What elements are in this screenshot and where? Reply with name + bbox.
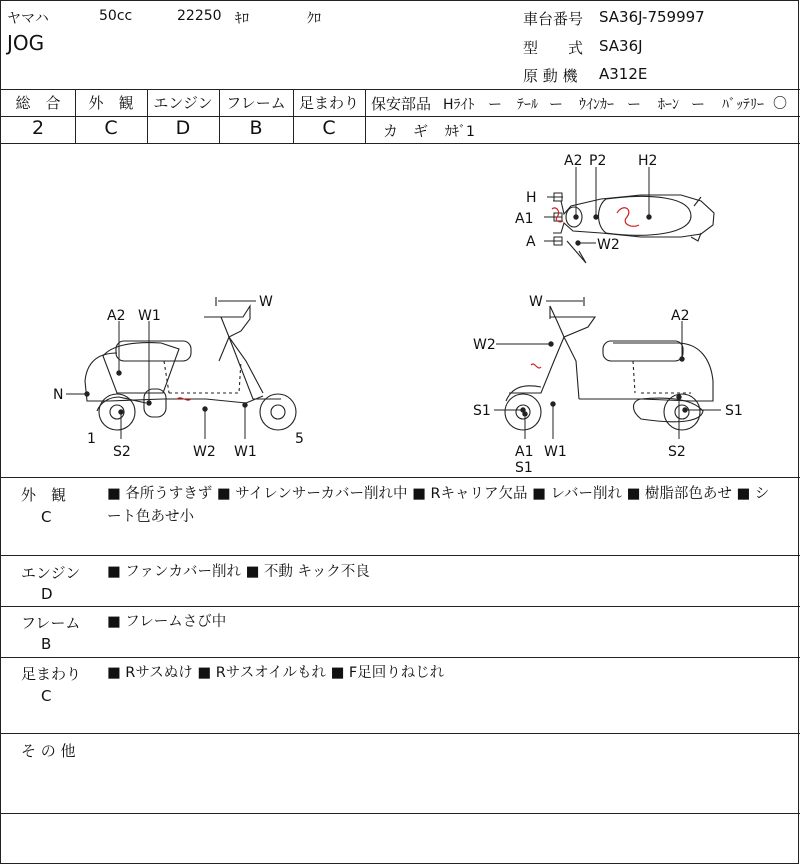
note-frame-text: ■ フレームさび中 xyxy=(107,614,227,630)
note-exterior-text-1: ■ 各所うすきず ■ サイレンサーカバー削れ中 ■ Rキャリア欠品 ■ レバー削れ ■ 樹脂部色あせ ■ シ xyxy=(107,486,770,502)
note-other-label: そ の 他 xyxy=(21,742,76,760)
label-right-s1-below: S1 xyxy=(515,460,533,476)
label-right-s1-right: S1 xyxy=(725,403,743,419)
chassis-label: 車台番号 xyxy=(523,10,584,28)
label-right-a1: A1 xyxy=(515,444,534,460)
type-label: 型 式 xyxy=(523,39,584,57)
taillight-value: ー xyxy=(549,97,563,113)
safety-label: 保安部品 xyxy=(371,95,432,113)
divider xyxy=(1,606,800,607)
note-suspension-label: 足まわり xyxy=(21,665,82,683)
note-engine-text: ■ ファンカバー削れ ■ 不動 キック不良 xyxy=(107,564,370,580)
exterior-label: 外 観 xyxy=(88,94,134,112)
label-top-w2: W2 xyxy=(597,237,620,253)
engine-grade: D xyxy=(175,117,191,139)
label-top-a2: A2 xyxy=(564,153,583,169)
label-left-w: W xyxy=(259,294,273,310)
headlight-value: ー xyxy=(488,97,502,113)
engine-model-label: 原 動 機 xyxy=(523,67,578,85)
label-right-s2: S2 xyxy=(668,444,686,460)
diagram-labels xyxy=(53,153,743,476)
label-right-a2: A2 xyxy=(671,308,690,324)
headlight-label: Hﾗｲﾄ xyxy=(443,97,475,113)
horn-label: ﾎｰﾝ xyxy=(658,97,679,113)
label-right-w: W xyxy=(529,294,543,310)
frame-grade: B xyxy=(249,117,263,139)
divider xyxy=(1,89,800,90)
note-frame-grade: B xyxy=(41,635,52,653)
battery-label: ﾊﾞｯﾃﾘｰ xyxy=(722,97,764,113)
note-exterior-text-2: ート色あせ小 xyxy=(107,509,194,525)
color-text: ｸﾛ xyxy=(307,11,321,27)
model-name: JOG xyxy=(7,31,45,55)
key-value: ｶｷﾞ1 xyxy=(445,124,475,140)
winker-value: ー xyxy=(627,97,641,113)
overall-label: 総 合 xyxy=(15,94,61,112)
label-left-a2: A2 xyxy=(107,308,126,324)
damage-diagram xyxy=(1,144,800,477)
suspension-label: 足まわり xyxy=(298,94,359,112)
divider xyxy=(1,555,800,556)
label-left-5: 5 xyxy=(295,431,304,447)
label-top-h2: H2 xyxy=(638,153,658,169)
engine-model-value: A312E xyxy=(599,65,648,83)
divider xyxy=(1,733,800,734)
frame-label: フレーム xyxy=(226,94,286,112)
scooter-top-view xyxy=(553,195,714,263)
note-frame-label: フレーム xyxy=(21,614,81,632)
label-left-w2: W2 xyxy=(193,444,216,460)
mileage-text: 22250 xyxy=(177,8,222,24)
label-right-w2: W2 xyxy=(473,337,496,353)
label-top-p2: P2 xyxy=(589,153,607,169)
label-top-a1: A1 xyxy=(515,211,534,227)
divider xyxy=(1,657,800,658)
displacement-text: 50cc xyxy=(99,8,133,24)
label-left-n: N xyxy=(53,387,64,403)
key-label: カ ギ xyxy=(383,122,429,140)
maker-text: ヤマハ xyxy=(7,11,49,27)
battery-value: 〇 xyxy=(773,96,787,112)
label-left-w1: W1 xyxy=(234,444,257,460)
label-left-w1-top: W1 xyxy=(138,308,161,324)
label-left-s2: S2 xyxy=(113,444,131,460)
suspension-grade: C xyxy=(322,117,336,139)
winker-label: ｳｲﾝｶｰ xyxy=(579,97,614,113)
label-right-w1: W1 xyxy=(544,444,567,460)
taillight-label: ﾃｰﾙ xyxy=(517,97,538,113)
note-exterior-grade: C xyxy=(41,508,52,526)
engine-label: エンジン xyxy=(153,94,213,112)
divider xyxy=(1,813,800,814)
exterior-grade: C xyxy=(104,117,118,139)
label-right-s1-left: S1 xyxy=(473,403,491,419)
chassis-value: SA36J-759997 xyxy=(599,8,705,26)
type-value: SA36J xyxy=(599,37,643,55)
label-top-h: H xyxy=(526,190,537,206)
note-suspension-grade: C xyxy=(41,687,52,705)
note-suspension-text: ■ Rサスぬけ ■ Rサスオイルもれ ■ F足回りねじれ xyxy=(107,665,445,681)
horn-value: ー xyxy=(691,97,705,113)
note-exterior-label: 外 観 xyxy=(21,486,67,504)
mileage-unit-text: ｷﾛ xyxy=(235,11,249,27)
label-left-1: 1 xyxy=(87,431,96,447)
divider xyxy=(365,116,800,117)
note-engine-grade: D xyxy=(41,585,53,603)
note-engine-label: エンジン xyxy=(21,564,81,582)
divider xyxy=(1,477,800,478)
overall-grade: 2 xyxy=(31,117,45,139)
damage-marks xyxy=(177,208,639,400)
label-top-a: A xyxy=(526,234,536,250)
